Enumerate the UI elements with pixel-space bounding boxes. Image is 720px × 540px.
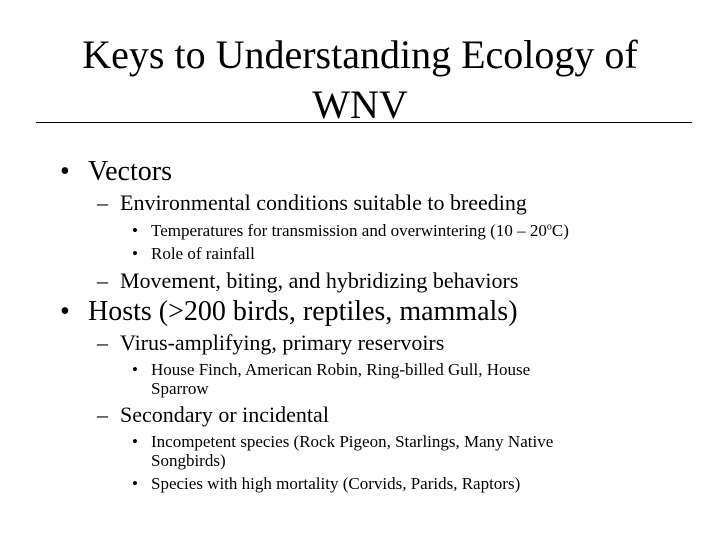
bullet-marker: • — [132, 432, 138, 451]
temperatures-text: Temperatures for transmission and overwintering (10 – 20 — [151, 221, 547, 240]
subbullet-environmental-conditions: Environmental conditions suitable to breeding — [120, 190, 527, 215]
subsub-house-finch-line-2: Sparrow — [151, 379, 209, 398]
degree-superscript: o — [546, 221, 552, 233]
subsub-house-finch-line-1: House Finch, American Robin, Ring-billed Gull, House — [151, 360, 531, 379]
subsub-incompetent-line-1: Incompetent species (Rock Pigeon, Starlings, Many Native — [151, 432, 554, 451]
subbullet-secondary: Secondary or incidental — [120, 402, 329, 427]
dash-marker: – — [97, 190, 108, 215]
subsub-temperatures — [151, 221, 569, 240]
bullet-marker: • — [60, 296, 70, 327]
subbullet-virus-amplifying: Virus-amplifying, primary reservoirs — [120, 330, 445, 355]
bullet-hosts: Hosts (>200 birds, reptiles, mammals) — [88, 296, 518, 327]
title-line-1: Keys to Understanding Ecology of — [82, 32, 638, 77]
dash-marker: – — [97, 402, 108, 427]
subbullet-movement: Movement, biting, and hybridizing behaviors — [120, 268, 519, 293]
bullet-vectors: Vectors — [88, 156, 172, 187]
subsub-incompetent-line-2: Songbirds) — [151, 451, 226, 470]
dash-marker: – — [97, 330, 108, 355]
subsub-high-mortality: Species with high mortality (Corvids, Parids, Raptors) — [151, 474, 521, 493]
title-line-2: WNV — [312, 82, 408, 127]
subsub-rainfall: Role of rainfall — [151, 244, 255, 263]
bullet-marker: • — [132, 360, 138, 379]
bullet-marker: • — [132, 474, 138, 493]
bullet-marker: • — [60, 156, 70, 187]
bullet-marker: • — [132, 221, 138, 240]
bullet-marker: • — [132, 244, 138, 263]
dash-marker: – — [97, 268, 108, 293]
temperatures-unit: C) — [551, 221, 569, 240]
